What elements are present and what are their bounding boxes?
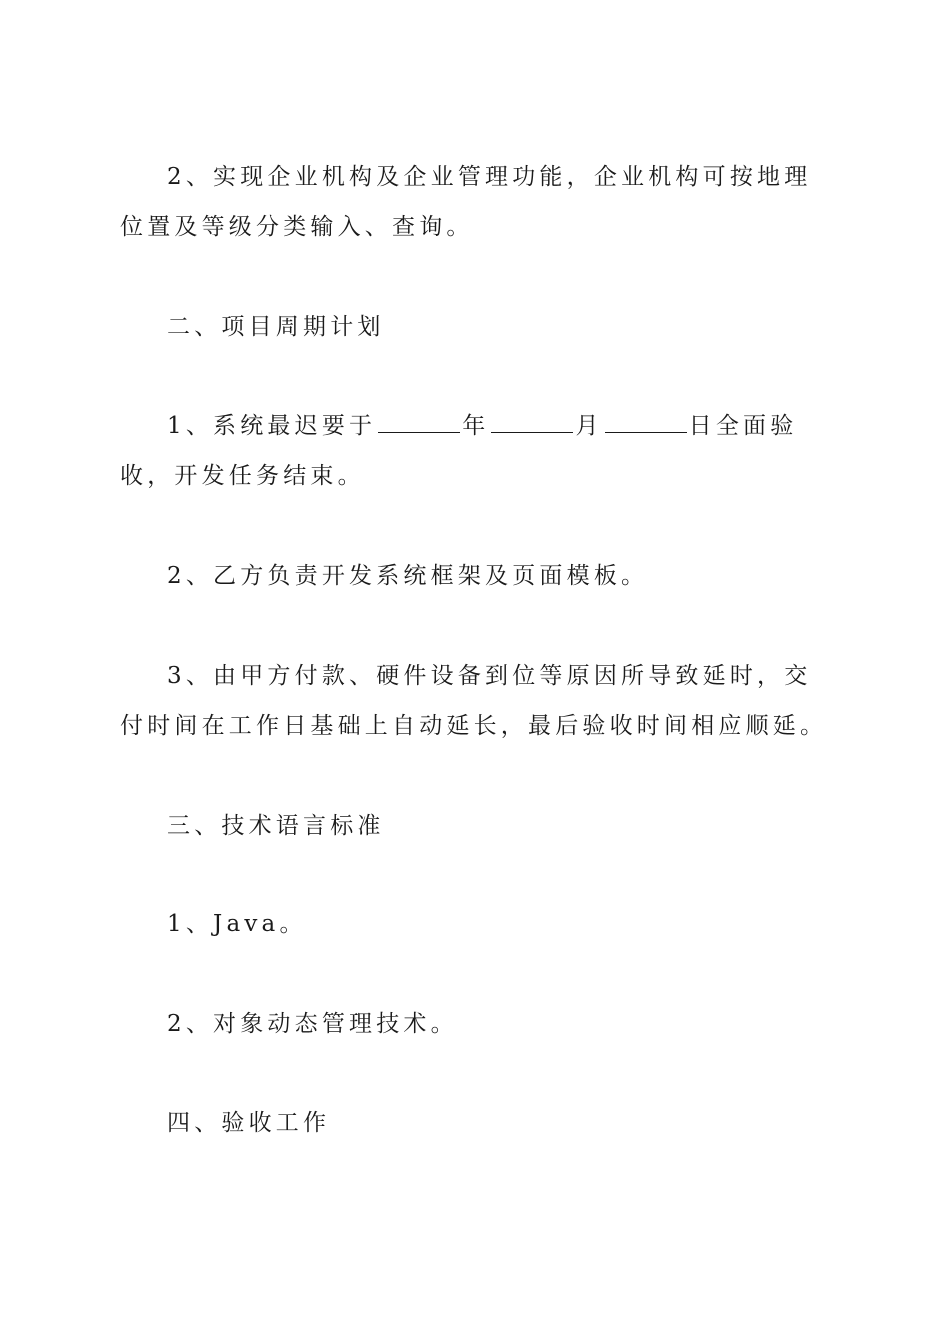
year-blank-line xyxy=(378,408,460,433)
paragraph-framework: 2、乙方负责开发系统框架及页面模板。 xyxy=(167,563,649,589)
paragraph-enterprise-function: 2、实现企业机构及企业管理功能，企业机构可按地理位置及等级分类输入、查询。 xyxy=(120,164,812,240)
section-heading-schedule: 二、项目周期计划 xyxy=(167,314,385,340)
day-blank-line xyxy=(605,408,687,433)
month-text: 月 xyxy=(575,413,603,439)
section-heading-acceptance: 四、验收工作 xyxy=(167,1110,331,1136)
month-blank-line xyxy=(491,408,573,433)
paragraph-acceptance-deadline xyxy=(120,401,832,501)
acceptance-prefix-text: 1、系统最迟要于 xyxy=(167,413,377,439)
section-heading-tech: 三、技术语言标准 xyxy=(167,813,385,839)
paragraph-object-management: 2、对象动态管理技术。 xyxy=(167,1011,458,1037)
acceptance-suffix-text: 日全面验收，开发任务结束。 xyxy=(120,413,798,489)
paragraph-delay: 3、由甲方付款、硬件设备到位等原因所导致延时，交付时间在工作日基础上自动延长，最后验收时间相应顺延。 xyxy=(120,663,828,739)
year-text: 年 xyxy=(462,413,490,439)
paragraph-java: 1、Java。 xyxy=(167,911,307,937)
